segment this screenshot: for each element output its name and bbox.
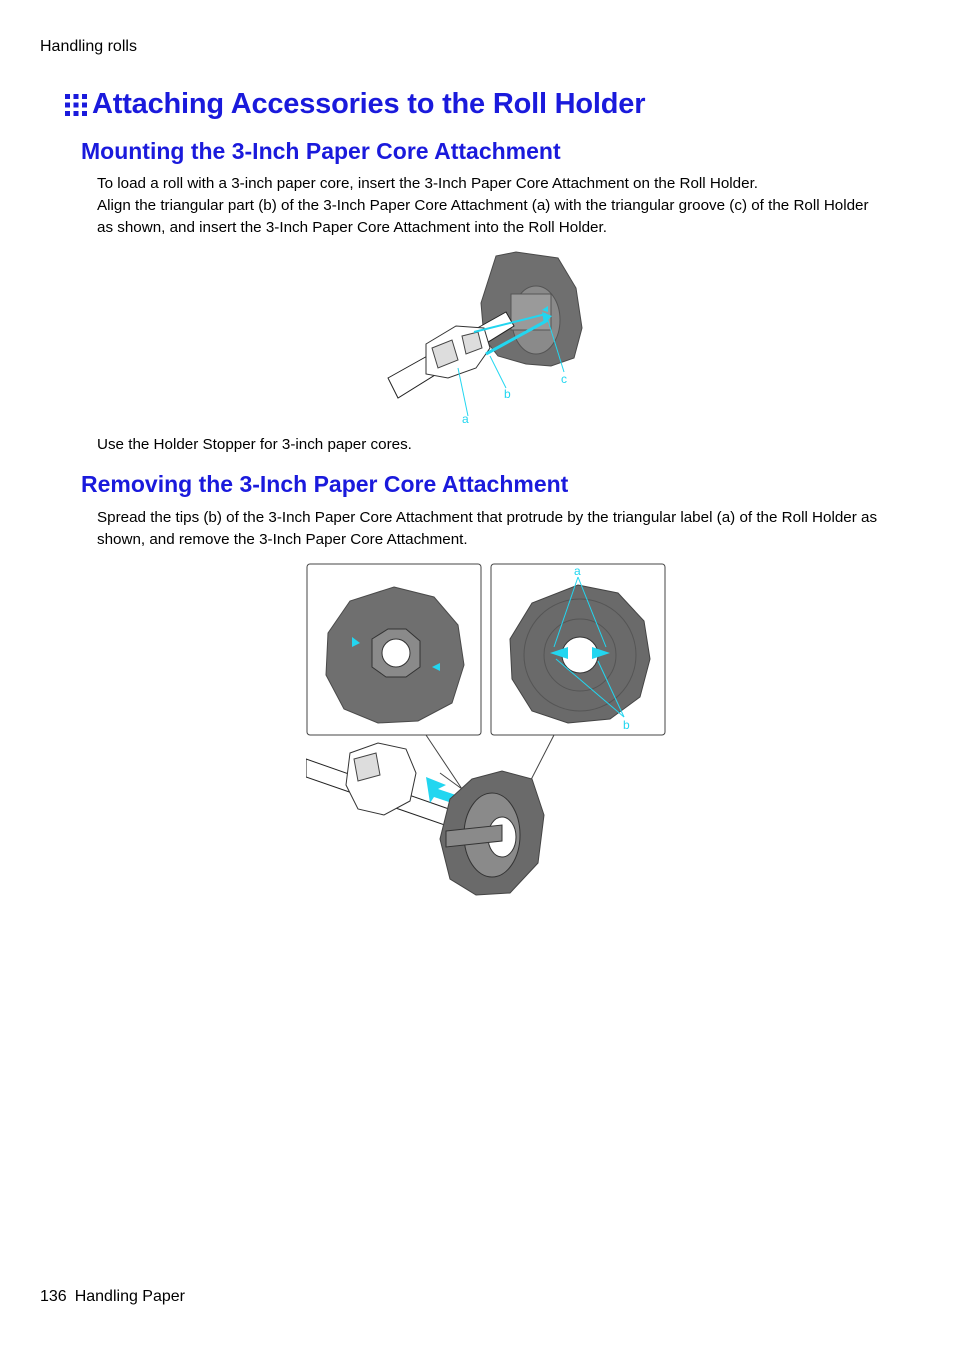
paragraph: Spread the tips (b) of the 3-Inch Paper Core Attachment that protrude by the triangular label (a) of the Roll Holder as shown, and remove the 3-Inch Paper Core Attachment. [97,509,878,548]
page-footer [40,1288,185,1306]
removing-instructions [97,507,887,551]
callout-label-a: a [574,564,581,578]
running-header: Handling rolls [40,38,137,55]
chapter-name: Handling Paper [74,1288,185,1305]
paragraph: Use the Holder Stopper for 3-inch paper cores. [97,436,412,453]
page-title: Attaching Accessories to the Roll Holder [92,88,646,120]
callout-label-a: a [462,412,469,426]
paragraph: To load a roll with a 3-inch paper core, insert the 3-Inch Paper Core Attachment on the Roll Holder. [97,175,759,192]
mounting-figure [386,248,588,428]
paragraph: Align the triangular part (b) of the 3-Inch Paper Core Attachment (a) with the triangular groove (c) of the Roll Holder as shown, and insert the 3-Inch Paper Core Attachment into the Roll Holder. [97,197,869,236]
page-number: 136 [40,1288,67,1305]
grid-icon [64,93,88,117]
section-heading-mounting: Mounting the 3-Inch Paper Core Attachment [81,138,561,164]
callout-label-b: b [623,718,630,732]
removing-figure [306,563,668,899]
callout-label-b: b [504,387,511,401]
holder-stopper-note [97,434,887,456]
title-row [64,88,645,121]
callout-label-c: c [561,372,567,386]
section-heading-removing: Removing the 3-Inch Paper Core Attachment [81,471,569,497]
mounting-instructions [97,173,887,239]
